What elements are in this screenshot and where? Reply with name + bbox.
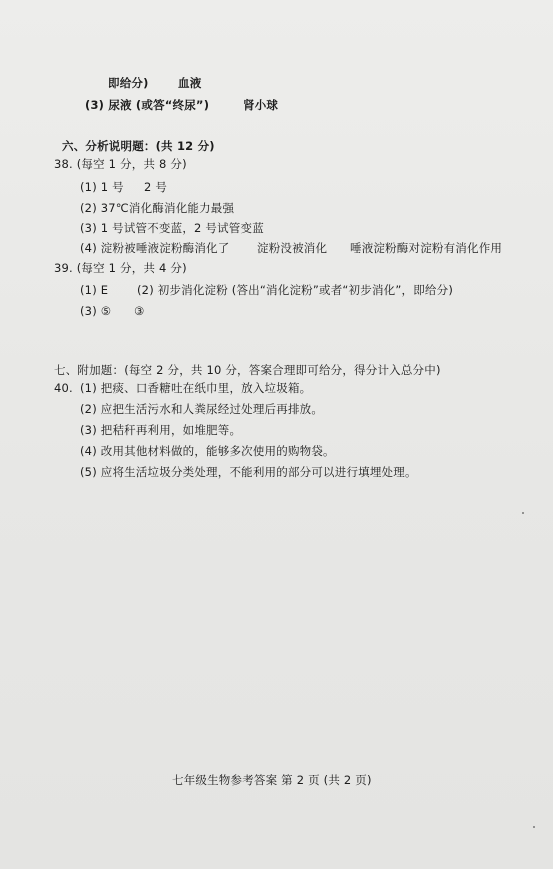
q38-answer-2: (2) 37℃消化酶消化能力最强 [80, 201, 235, 215]
q39-head: 39. (每空 1 分，共 4 分) [54, 261, 187, 275]
page-footer: 七年级生物参考答案 第 2 页 (共 2 页) [172, 773, 372, 787]
q40-item-4: (4) 改用其他材料做的，能够多次使用的购物袋。 [80, 444, 335, 458]
q40-item-1: (1) 把痰、口香糖吐在纸巾里，放入垃圾箱。 [80, 381, 312, 395]
scan-speck [522, 512, 524, 514]
q40-item-3: (3) 把秸秆再利用，如堆肥等。 [80, 423, 242, 437]
section7-title: 七、附加题：(每空 2 分，共 10 分，答案合理即可给分，得分计入总分中) [54, 363, 441, 377]
continuation-label: 即给分) [108, 76, 149, 90]
q39-a3-b: ③ [134, 304, 145, 318]
q40-item-2: (2) 应把生活污水和人粪尿经过处理后再排放。 [80, 402, 324, 416]
q38-answer-3: (3) 1 号试管不变蓝，2 号试管变蓝 [80, 221, 264, 235]
section6-title: 六、分析说明题：(共 12 分) [62, 139, 215, 153]
q38-a1-b: 2 号 [144, 180, 168, 194]
q3-answer: 肾小球 [243, 98, 279, 112]
q38-a4-c: 唾液淀粉酶对淀粉有消化作用 [350, 241, 503, 255]
q38-a4-a: (4) 淀粉被唾液淀粉酶消化了 [80, 241, 230, 255]
q39-a1-label: (1) E [80, 283, 109, 297]
q38-a1-label: (1) 1 号 [80, 180, 124, 194]
q40-item-5: (5) 应将生活垃圾分类处理，不能利用的部分可以进行填埋处理。 [80, 465, 417, 479]
continuation-answer: 血液 [178, 76, 202, 90]
q3-label: (3) 尿液 (或答“终尿”) [85, 98, 210, 112]
q39-a3-label: (3) ⑤ [80, 304, 112, 318]
q38-head: 38. (每空 1 分，共 8 分) [54, 157, 187, 171]
q39-a1-b: (2) 初步消化淀粉 (答出“消化淀粉”或者“初步消化”，即给分) [137, 283, 454, 297]
q40-number: 40. [54, 381, 73, 395]
q38-a4-b: 淀粉没被消化 [257, 241, 328, 255]
scan-speck [533, 826, 535, 828]
